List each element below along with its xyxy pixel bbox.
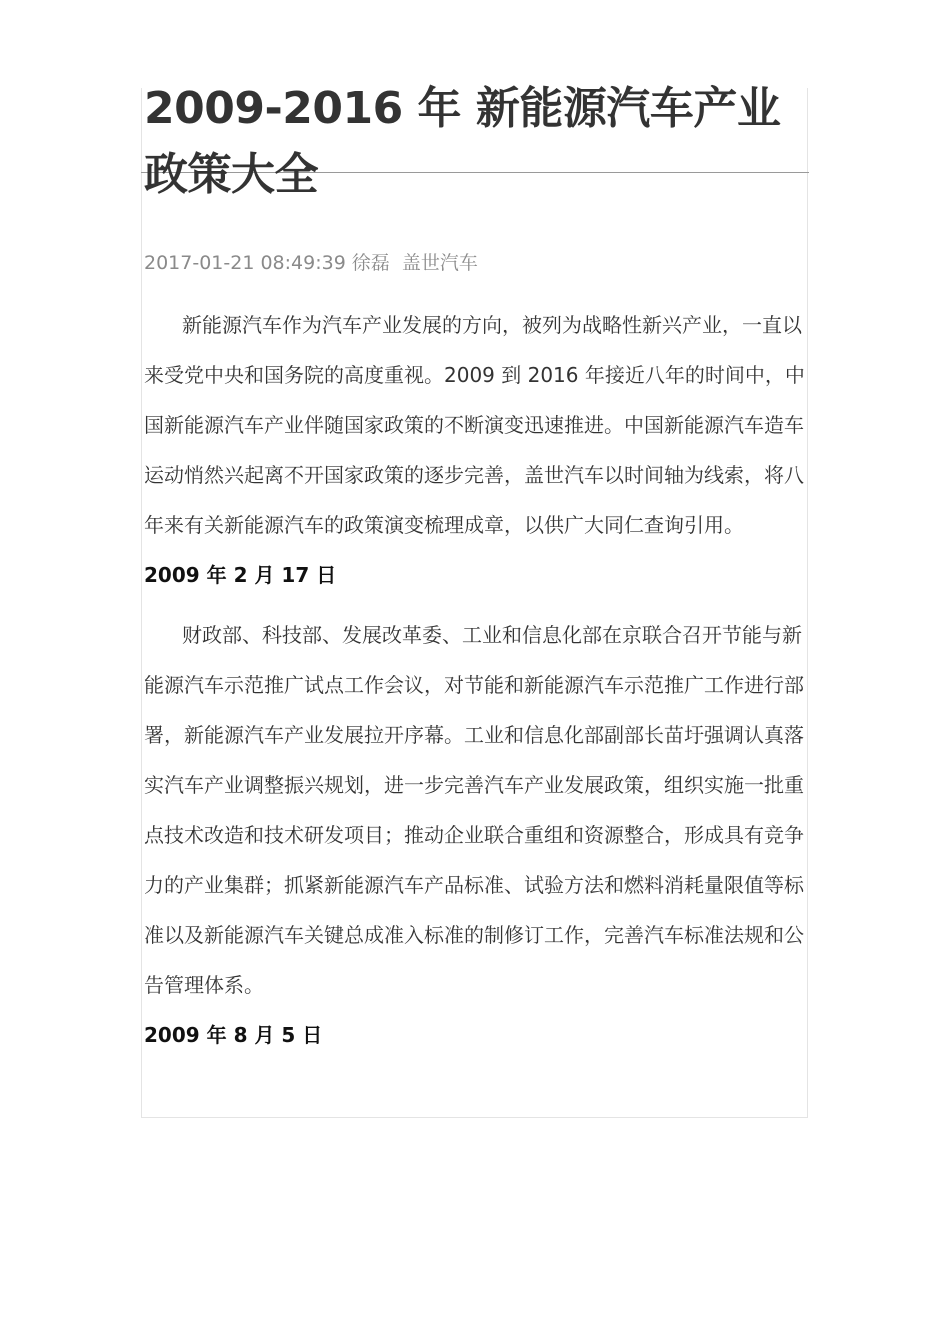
intro-paragraph: 新能源汽车作为汽车产业发展的方向，被列为战略性新兴产业，一直以来受党中央和国务院的高度重视。2009 到 2016 年接近八年的时间中，中国新能源汽车产业伴随国家政策的不断演变迅速推进。中国新能源汽车造车运动悄然兴起离不开国家政策的逐步完善，盖世汽车以时间轴为线索，将八年来有关新能源汽车的政策演变梳理成章，以供广大同仁查询引用。: [144, 313, 805, 537]
article-title: 2009-2016 年 新能源汽车产业政策大全: [144, 83, 781, 200]
section-date-2009-08-05: 2009 年 8 月 5 日: [144, 1023, 323, 1047]
section-paragraph-2009-02-17: 财政部、科技部、发展改革委、工业和信息化部在京联合召开节能与新能源汽车示范推广试点工作会议，对节能和新能源汽车示范推广工作进行部署，新能源汽车产业发展拉开序幕。工业和信息化部副部长苗圩强调认真落实汽车产业调整振兴规划，进一步完善汽车产业发展政策，组织实施一批重点技术改造和技术研发项目；推动企业联合重组和资源整合，形成具有竞争力的产业集群；抓紧新能源汽车产品标准、试验方法和燃料消耗量限值等标准以及新能源汽车关键总成准入标准的制修订工作，完善汽车标准法规和公告管理体系。: [144, 623, 804, 997]
article-datetime: 2017-01-21 08:49:39: [144, 252, 346, 274]
article: [144, 76, 824, 1060]
article-author: 徐磊: [351, 252, 390, 274]
article-source: 盖世汽车: [401, 252, 478, 274]
section-date-2009-02-17: 2009 年 2 月 17 日: [144, 563, 337, 587]
article-meta: [144, 248, 824, 278]
